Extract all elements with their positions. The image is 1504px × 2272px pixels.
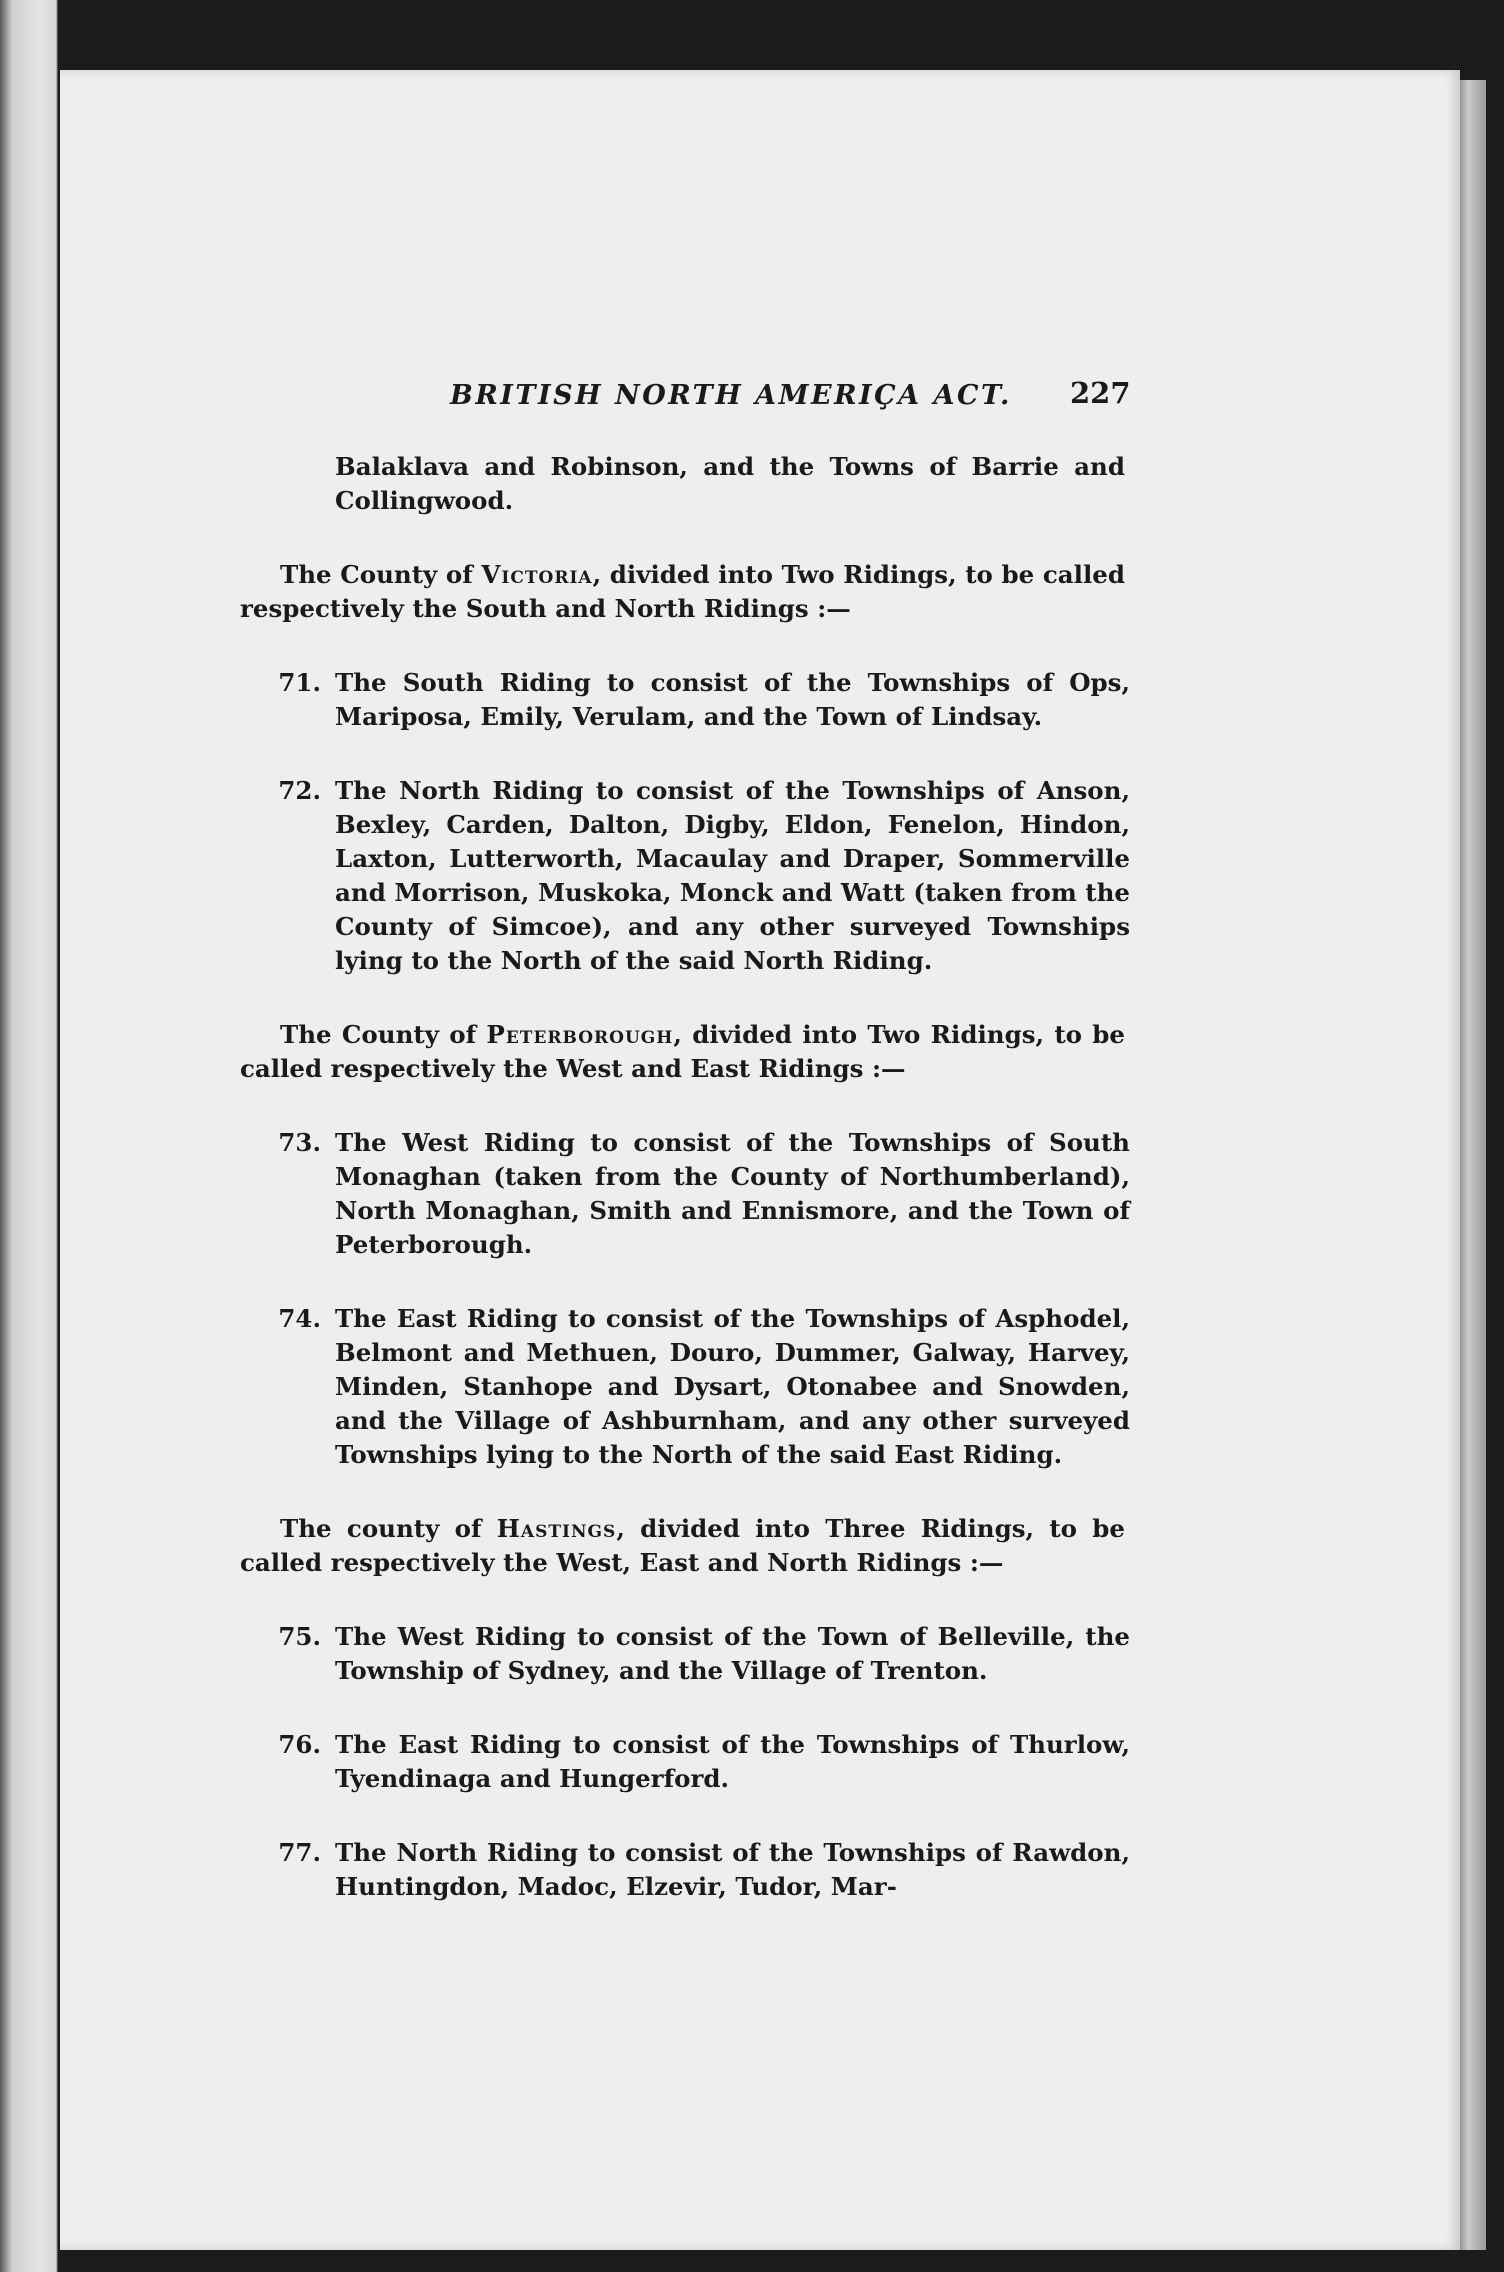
list-item bbox=[240, 1836, 1130, 1904]
list-item bbox=[240, 1728, 1130, 1796]
item-text: The South Riding to consist of the Townships of Ops, Mariposa, Emily, Verulam, and the Town of Lindsay. bbox=[335, 668, 1130, 731]
running-title: BRITISH NORTH AMERIÇA ACT. bbox=[450, 380, 1012, 411]
item-text: The North Riding to consist of the Townships of Rawdon, Huntingdon, Madoc, Elzevir, Tudor, Mar- bbox=[335, 1838, 1130, 1901]
county-prefix: The County of bbox=[280, 560, 482, 589]
page-number: 227 bbox=[1070, 376, 1131, 410]
item-number: 77. bbox=[278, 1838, 321, 1867]
page-body bbox=[240, 450, 1140, 1944]
county-name: Victoria bbox=[481, 560, 593, 589]
item-number: 75. bbox=[278, 1622, 321, 1651]
county-prefix: The County of bbox=[280, 1020, 487, 1049]
county-name: Peterborough bbox=[486, 1020, 674, 1049]
item-text: The West Riding to consist of the Town of Belleville, the Township of Sydney, and the Village of Trenton. bbox=[335, 1622, 1130, 1685]
list-item bbox=[240, 1620, 1130, 1688]
item-number: 71. bbox=[278, 668, 321, 697]
item-text: The East Riding to consist of the Townships of Thurlow, Tyendinaga and Hungerford. bbox=[335, 1730, 1130, 1793]
item-number: 76. bbox=[278, 1730, 321, 1759]
item-text: The East Riding to consist of the Townships of Asphodel, Belmont and Methuen, Douro, Dummer, Galway, Harvey, Minden, Stanhope and Dysart, Otonabee and Snowden, and the Village of Ashburnham, and any other surveyed Townships lying to the North of the said East Riding. bbox=[335, 1304, 1130, 1469]
list-item bbox=[240, 1302, 1130, 1472]
item-number: 73. bbox=[278, 1128, 321, 1157]
continued-paragraph: Balaklava and Robinson, and the Towns of Barrie and Collingwood. bbox=[335, 452, 1125, 515]
book-page bbox=[60, 70, 1460, 2250]
county-heading-hastings bbox=[240, 1512, 1125, 1580]
adjacent-page-edge bbox=[0, 0, 58, 2272]
county-prefix: The county of bbox=[280, 1514, 497, 1543]
list-item bbox=[240, 774, 1130, 978]
county-heading-peterborough bbox=[240, 1018, 1125, 1086]
item-number: 74. bbox=[278, 1304, 321, 1333]
county-suffix: , divided into Two Ridings, to be called respectively the West and East Ridings :— bbox=[240, 1020, 1125, 1083]
county-suffix: , divided into Three Ridings, to be called respectively the West, East and North Ridings :— bbox=[240, 1514, 1125, 1577]
item-text: The North Riding to consist of the Townships of Anson, Bexley, Carden, Dalton, Digby, Eldon, Fenelon, Hindon, Laxton, Lutterworth, Macaulay and Draper, Sommerville and Morrison, Muskoka, Monck and Watt (taken from the County of Simcoe), and any other surveyed Townships lying to the North of the said North Riding. bbox=[335, 776, 1131, 975]
list-item bbox=[240, 1126, 1130, 1262]
list-item bbox=[240, 666, 1130, 734]
page-stack-edge bbox=[1458, 80, 1486, 2250]
county-heading-victoria bbox=[240, 558, 1125, 626]
item-number: 72. bbox=[278, 776, 321, 805]
item-text: The West Riding to consist of the Townships of South Monaghan (taken from the County of Northumberland), North Monaghan, Smith and Ennismore, and the Town of Peterborough. bbox=[335, 1128, 1130, 1259]
county-name: Hastings bbox=[496, 1514, 617, 1543]
county-suffix: , divided into Two Ridings, to be called respectively the South and North Ridings :— bbox=[240, 560, 1125, 623]
